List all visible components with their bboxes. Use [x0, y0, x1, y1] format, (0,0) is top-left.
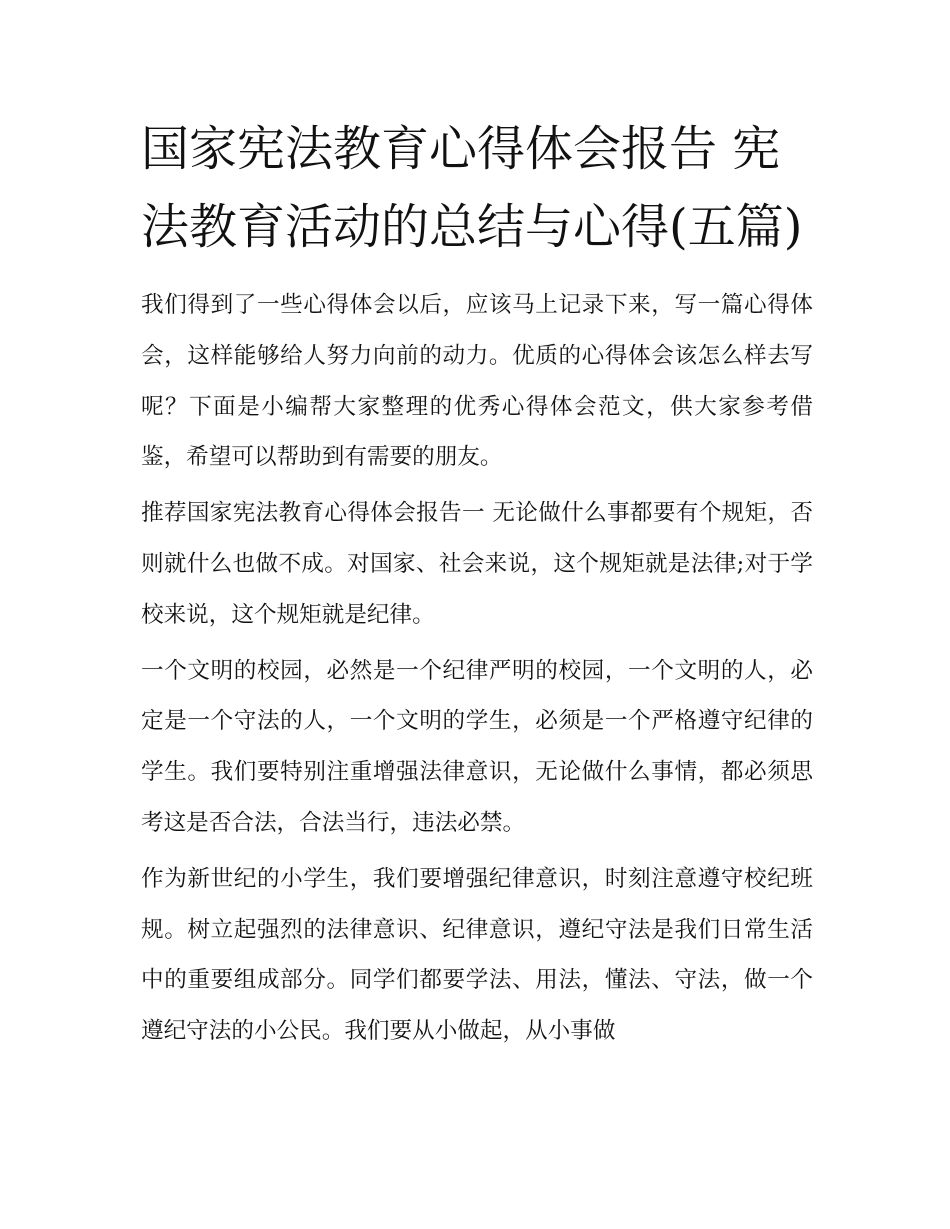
paragraph-civilized-campus: 一个文明的校园，必然是一个纪律严明的校园，一个文明的人，必定是一个守法的人，一个文明的学生，必须是一个严格遵守纪律的学生。我们要特别注重增强法律意识，无论做什么事情，都必须思考这是否合法，合法当行，违法必禁。 — [141, 657, 813, 836]
document-title: 国家宪法教育心得体会报告 宪法教育活动的总结与心得(五篇) — [141, 121, 803, 255]
paragraph-intro: 我们得到了一些心得体会以后，应该马上记录下来，写一篇心得体会，这样能够给人努力向前的动力。优质的心得体会该怎么样去写呢？下面是小编帮大家整理的优秀心得体会范文，供大家参考借鉴，希望可以帮助到有需要的朋友。 — [141, 292, 813, 471]
paragraph-report-one: 推荐国家宪法教育心得体会报告一 无论做什么事都要有个规矩，否则就什么也做不成。对国家、社会来说，这个规矩就是法律;对于学校来说，这个规矩就是纪律。 — [141, 500, 813, 628]
document-body — [141, 110, 813, 1062]
paragraph-new-century-student: 作为新世纪的小学生，我们要增强纪律意识，时刻注意遵守校纪班规。树立起强烈的法律意识、纪律意识，遵纪守法是我们日常生活中的重要组成部分。同学们都要学法、用法，懂法、守法，做一个遵纪守法的小公民。我们要从小做起，从小事做 — [141, 865, 813, 1045]
